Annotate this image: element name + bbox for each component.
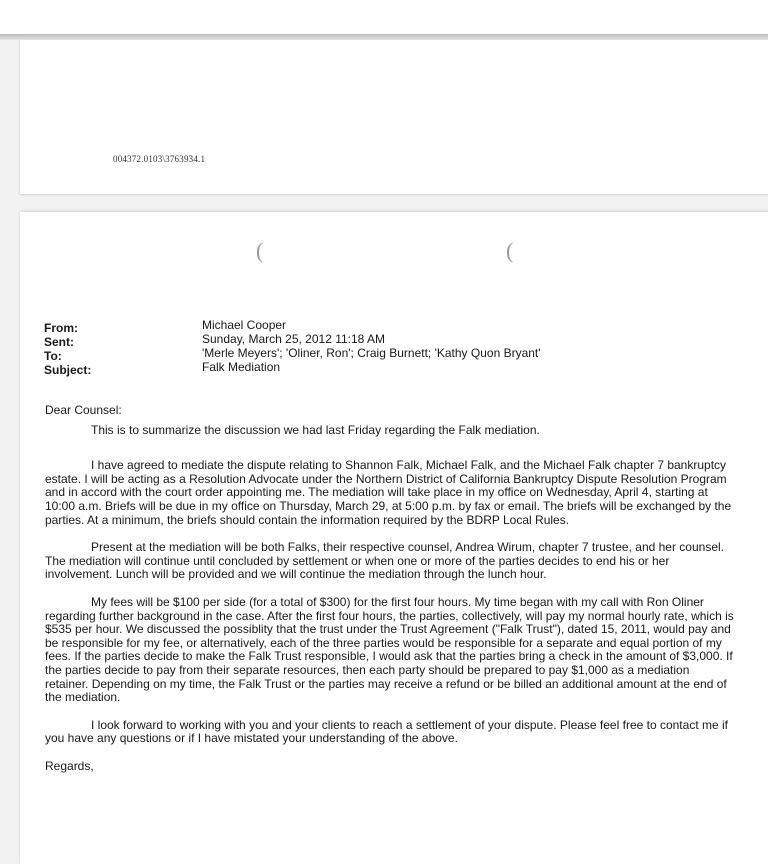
salutation: Dear Counsel:	[45, 403, 122, 417]
subject-label: Subject:	[44, 363, 92, 377]
document-id: 004372.0103\3763934.1	[113, 154, 206, 164]
paragraph: I have agreed to mediate the dispute relating to Shannon Falk, Michael Falk, and the Michael Falk chapter 7 bankruptcy estate. I will be acting as a Resolution Advocate under the Northern District of California Bankruptcy Dispute Resolution Program and in accord with the court order appointing me. The mediation will take place in my office on Wednesday, April 4, starting at 10:00 a.m. Briefs will be due in my office on Thursday, March 29, at 5:00 p.m. by fax or email. The briefs will be exchanged by the parties. At a minimum, the briefs should contain the information required by the BDRP Local Rules.	[45, 458, 732, 527]
sent-value: Sunday, March 25, 2012 11:18 AM	[202, 332, 386, 346]
top-bar	[0, 0, 768, 34]
margin-mark: (	[506, 238, 514, 263]
email-page	[20, 212, 768, 864]
paragraph: Present at the mediation will be both Falks, their respective counsel, Andrea Wirum, chapter 7 trustee, and her counsel. The mediation will continue until concluded by settlement or when one or more of the parties decides to end his or her involvement. Lunch will be provided and we will continue the mediation through the lunch hour.	[45, 540, 724, 582]
previous-page	[20, 40, 768, 194]
to-value: 'Merle Meyers'; 'Oliner, Ron'; Craig Burnett; 'Kathy Quon Bryant'	[202, 346, 541, 360]
email-header-labels	[44, 321, 91, 377]
margin-mark: (	[256, 238, 264, 263]
paragraph: My fees will be $100 per side (for a total of $300) for the first four hours. My time began with my call with Ron Oliner regarding further background in the case. After the first four hours, the parties, collectively, will pay my normal hourly rate, which is $535 per hour. We discussed the possiblity that the trust under the Trust Agreement ("Falk Trust"), dated 15, 2011, would pay and be responsible for my fee, or alternatively, each of the three parties would be responsible for a separate and equal portion of my fees. If the parties decide to make the Falk Trust responsible, I would ask that the parties bring a check in the amount of $3,000. If the parties decide to pay from their separate resources, then each party should be prepared to pay $1,000 as a mediation retainer. Depending on my time, the Falk Trust or the parties may receive a refund or be billed an additional amount at the end of the mediation.	[45, 594, 734, 705]
from-label: From:	[44, 321, 78, 335]
paragraph: This is to summarize the discussion we had last Friday regarding the Falk mediation.	[91, 422, 540, 437]
email-header-values	[202, 318, 541, 374]
from-value: Michael Cooper	[202, 318, 287, 332]
subject-value: Falk Mediation	[202, 360, 281, 374]
to-label: To:	[44, 349, 62, 363]
letter-body	[45, 404, 735, 773]
closing: Regards,	[45, 758, 94, 773]
paragraph: I look forward to working with you and your clients to reach a settlement of your dispute. Please feel free to contact me if you have any questions or if I have mistated your understanding of the above.	[45, 717, 728, 746]
sent-label: Sent:	[44, 335, 74, 349]
